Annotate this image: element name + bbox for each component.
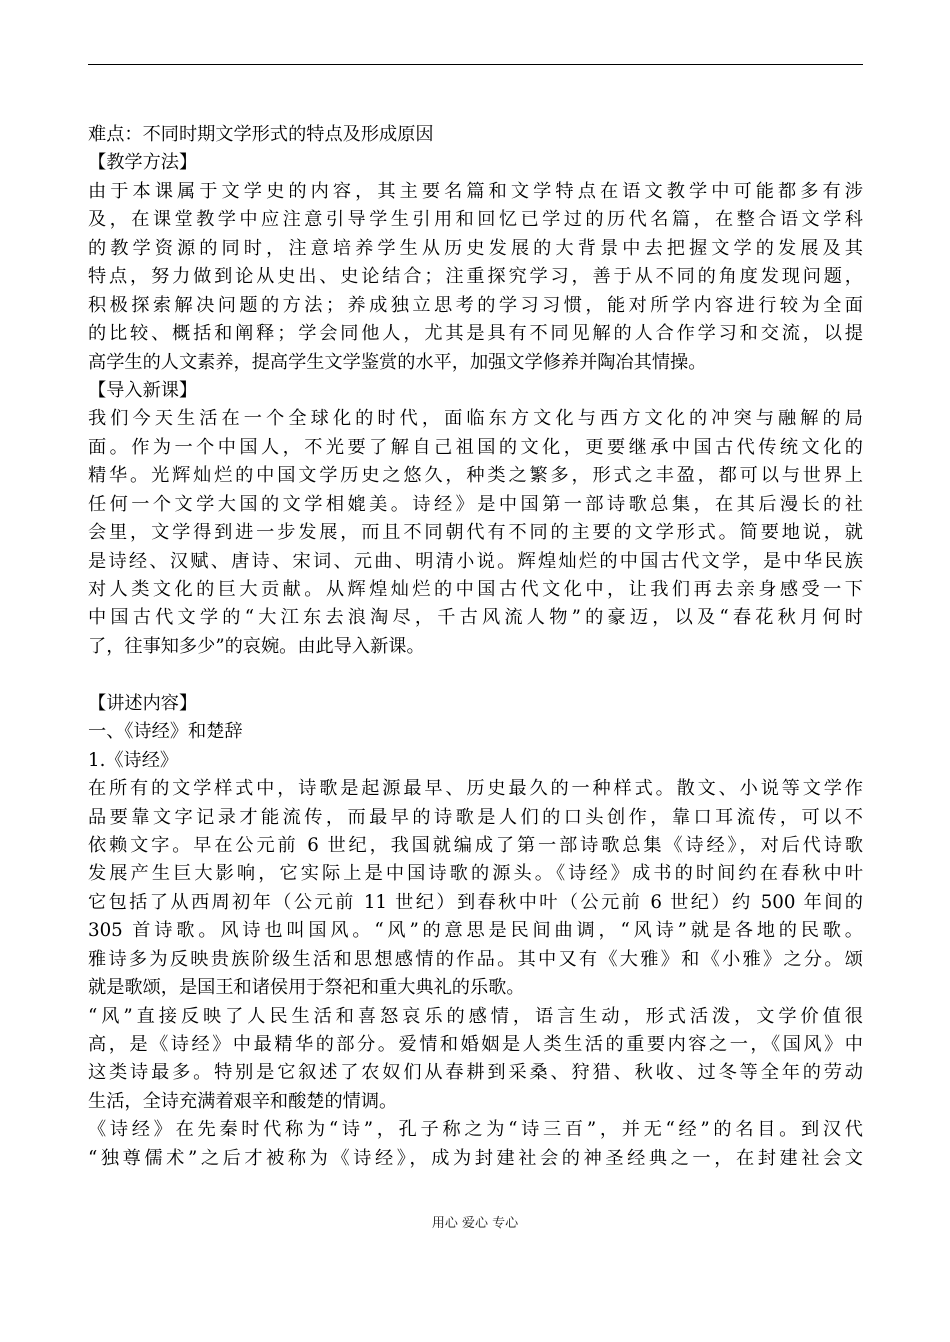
text-line: 积极探索解决问题的方法；养成独立思考的学习习惯，能对所学内容进行较为全面 xyxy=(88,294,863,316)
text-line: 雅诗多为反映贵族阶级生活和思想感情的作品。其中又有《大雅》和《小雅》之分。颂 xyxy=(88,948,863,970)
text-line: 一、《诗经》和楚辞 xyxy=(88,721,243,743)
text-line: “风”直接反映了人民生活和喜怒哀乐的感情，语言生动，形式活泼，文学价值很 xyxy=(88,1005,863,1027)
text-line: 的比较、概括和阐释；学会同他人，尤其是具有不同见解的人合作学习和交流，以提 xyxy=(88,323,863,345)
text-line: 精华。光辉灿烂的中国文学历史之悠久，种类之繁多，形式之丰盈，都可以与世界上 xyxy=(88,465,863,487)
text-line: 会里，文学得到进一步发展，而且不同朝代有不同的主要的文学形式。简要地说，就 xyxy=(88,522,863,544)
text-line: 品要靠文字记录才能流传，而最早的诗歌是人们的口头创作，靠口耳流传，可以不 xyxy=(88,806,863,828)
text-line: 面。作为一个中国人，不光要了解自己祖国的文化，更要继承中国古代传统文化的 xyxy=(88,436,863,458)
text-line: 《诗经》在先秦时代称为“诗”，孔子称之为“诗三百”，并无“经”的名目。到汉代 xyxy=(88,1119,863,1141)
text-line: 任何一个文学大国的文学相媲美。诗经》是中国第一部诗歌总集，在其后漫长的社 xyxy=(88,493,863,515)
page-footer: 用心 爱心 专心 xyxy=(431,1216,519,1231)
text-line: 中国古代文学的“大江东去浪淘尽，千古风流人物”的豪迈，以及“春花秋月何时 xyxy=(88,607,863,629)
document-body xyxy=(88,121,863,1173)
text-line: 我们今天生活在一个全球化的时代，面临东方文化与西方文化的冲突与融解的局 xyxy=(88,408,863,430)
text-line: 【讲述内容】 xyxy=(88,692,198,714)
text-line: 是诗经、汉赋、唐诗、宋词、元曲、明清小说。辉煌灿烂的中国古代文学，是中华民族 xyxy=(88,550,863,572)
text-line: 及，在课堂教学中应注意引导学生引用和回忆已学过的历代名篇，在整合语文学科 xyxy=(88,209,863,231)
text-line: 在所有的文学样式中，诗歌是起源最早、历史最久的一种样式。散文、小说等文学作 xyxy=(88,778,863,800)
text-line: 的教学资源的同时，注意培养学生从历史发展的大背景中去把握文学的发展及其 xyxy=(88,237,863,259)
text-line: 生活，全诗充满着艰辛和酸楚的情调。 xyxy=(88,1090,398,1112)
text-line xyxy=(88,661,863,689)
text-line: 难点：不同时期文学形式的特点及形成原因 xyxy=(88,124,434,145)
text-line: 由于本课属于文学史的内容，其主要名篇和文学特点在语文教学中可能都多有涉 xyxy=(88,180,863,202)
text-line: 1.《诗经》 xyxy=(88,749,179,771)
text-line: 依赖文字。早在公元前 6 世纪，我国就编成了第一部诗歌总集《诗经》，对后代诗歌 xyxy=(88,834,863,856)
text-line: 就是歌颂，是国王和诸侯用于祭祀和重大典礼的乐歌。 xyxy=(88,977,525,999)
text-line: 【教学方法】 xyxy=(88,152,198,174)
text-line: 对人类文化的巨大贡献。从辉煌灿烂的中国古代文化中，让我们再去亲身感受一下 xyxy=(88,579,863,600)
text-line: 它包括了从西周初年（公元前 11 世纪）到春秋中叶（公元前 6 世纪）约 500 年间的 xyxy=(88,891,863,913)
text-line: 特点，努力做到论从史出、史论结合；注重探究学习，善于从不同的角度发现问题， xyxy=(88,266,863,288)
text-line: 【导入新课】 xyxy=(88,379,198,401)
text-line: 高学生的人文素养，提高学生文学鉴赏的水平，加强文学修养并陶冶其情操。 xyxy=(88,351,707,373)
text-line: 这类诗最多。特别是它叙述了农奴们从春耕到采桑、狩猎、秋收、过冬等全年的劳动 xyxy=(88,1062,863,1084)
text-line: “独尊儒术”之后才被称为《诗经》，成为封建社会的神圣经典之一，在封建社会文 xyxy=(88,1147,863,1169)
header-rule xyxy=(88,64,863,65)
text-line: 了，往事知多少”的哀婉。由此导入新课。 xyxy=(88,635,425,657)
text-line: 高，是《诗经》中最精华的部分。爱情和婚姻是人类生活的重要内容之一，《国风》中 xyxy=(88,1034,863,1055)
text-line: 发展产生巨大影响，它实际上是中国诗歌的源头。《诗经》成书的时间约在春秋中叶 xyxy=(88,863,863,885)
text-line: 305 首诗歌。风诗也叫国风。“风”的意思是民间曲调，“风诗”就是各地的民歌。 xyxy=(88,920,863,942)
